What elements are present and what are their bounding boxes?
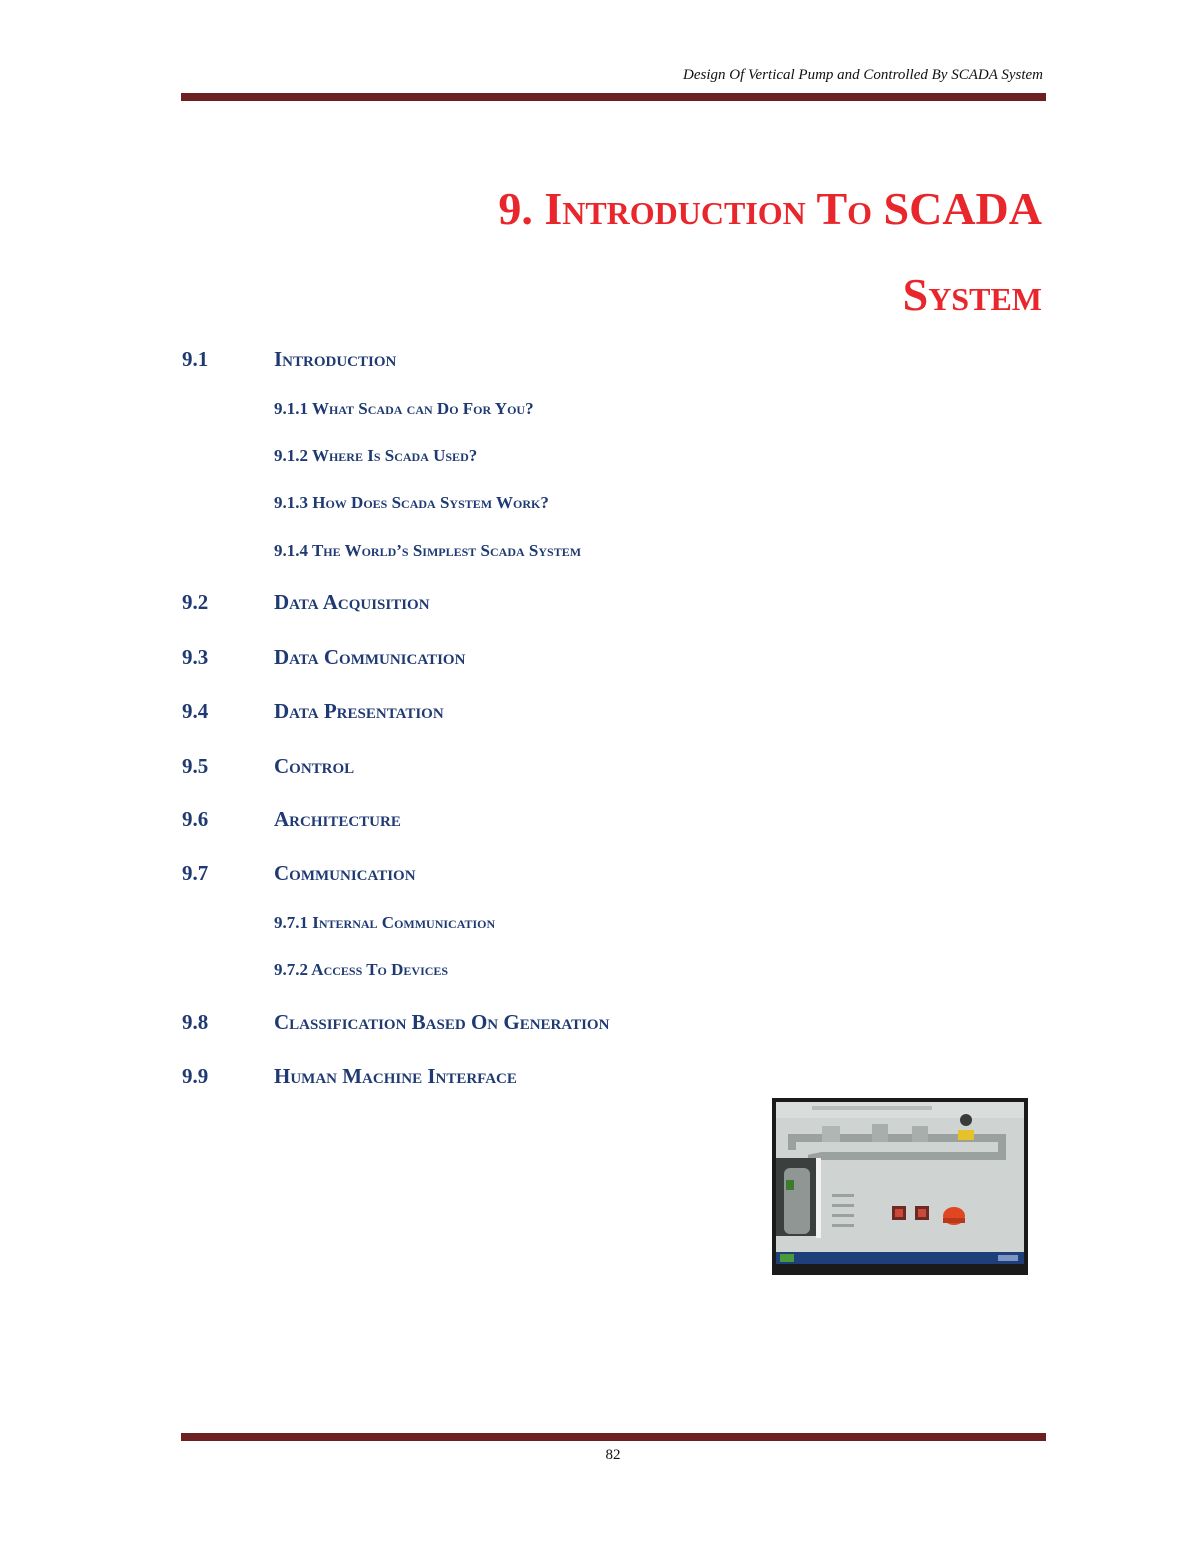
toc-entry-9-2 xyxy=(182,590,430,615)
toc-entry-9-1-1: 9.1.1 What Scada can Do For You? xyxy=(274,399,534,418)
toc-entry-9-7-1: 9.7.1 Internal Communication xyxy=(274,913,496,932)
toc-number: 9.9 xyxy=(182,1064,209,1088)
toc-number: 9.6 xyxy=(182,807,209,831)
header-rule xyxy=(181,93,1046,101)
toc-entry-9-1-2: 9.1.2 Where Is Scada Used? xyxy=(274,446,478,465)
toc-entry-9-7 xyxy=(182,861,416,886)
toc-label: Classification Based On Generation xyxy=(274,1010,610,1034)
toc-label: Architecture xyxy=(274,807,401,831)
toc-number: 9.4 xyxy=(182,699,209,723)
toc-entry-9-1-4: 9.1.4 The World’s Simplest Scada System xyxy=(274,541,582,560)
toc-entry-9-4 xyxy=(182,699,444,724)
scada-hmi-photo xyxy=(772,1098,1028,1275)
footer-rule xyxy=(181,1433,1046,1441)
toc-number: 9.7 xyxy=(182,861,209,885)
scada-hmi-illustration xyxy=(772,1098,1028,1275)
toc-number: 9.8 xyxy=(182,1010,209,1034)
toc-number: 9.1 xyxy=(182,347,209,371)
toc-entry-9-6 xyxy=(182,807,401,832)
chapter-title-line-2: System xyxy=(902,269,1042,320)
toc-number: 9.3 xyxy=(182,645,209,669)
chapter-title-line-1: 9. Introduction To SCADA xyxy=(498,183,1042,234)
toc-entry-9-3 xyxy=(182,645,465,670)
toc-entry-9-1-3: 9.1.3 How Does Scada System Work? xyxy=(274,493,549,512)
toc-number: 9.5 xyxy=(182,754,209,778)
toc-entry-9-9 xyxy=(182,1064,517,1089)
toc-entry-9-1 xyxy=(182,347,396,372)
toc-entry-9-5 xyxy=(182,754,354,779)
toc-entry-9-8 xyxy=(182,1010,609,1035)
toc-label: Human Machine Interface xyxy=(274,1064,517,1088)
toc-label: Data Presentation xyxy=(274,699,444,723)
toc-entry-9-7-2: 9.7.2 Access To Devices xyxy=(274,960,449,979)
page-number: 82 xyxy=(605,1447,621,1463)
running-header: Design Of Vertical Pump and Controlled By SCADA System xyxy=(683,67,1043,83)
toc-label: Data Communication xyxy=(274,645,466,669)
toc-label: Data Acquisition xyxy=(274,590,430,614)
toc-label: Control xyxy=(274,754,355,778)
toc-label: Introduction xyxy=(274,347,397,371)
toc-label: Communication xyxy=(274,861,416,885)
toc-number: 9.2 xyxy=(182,590,209,614)
